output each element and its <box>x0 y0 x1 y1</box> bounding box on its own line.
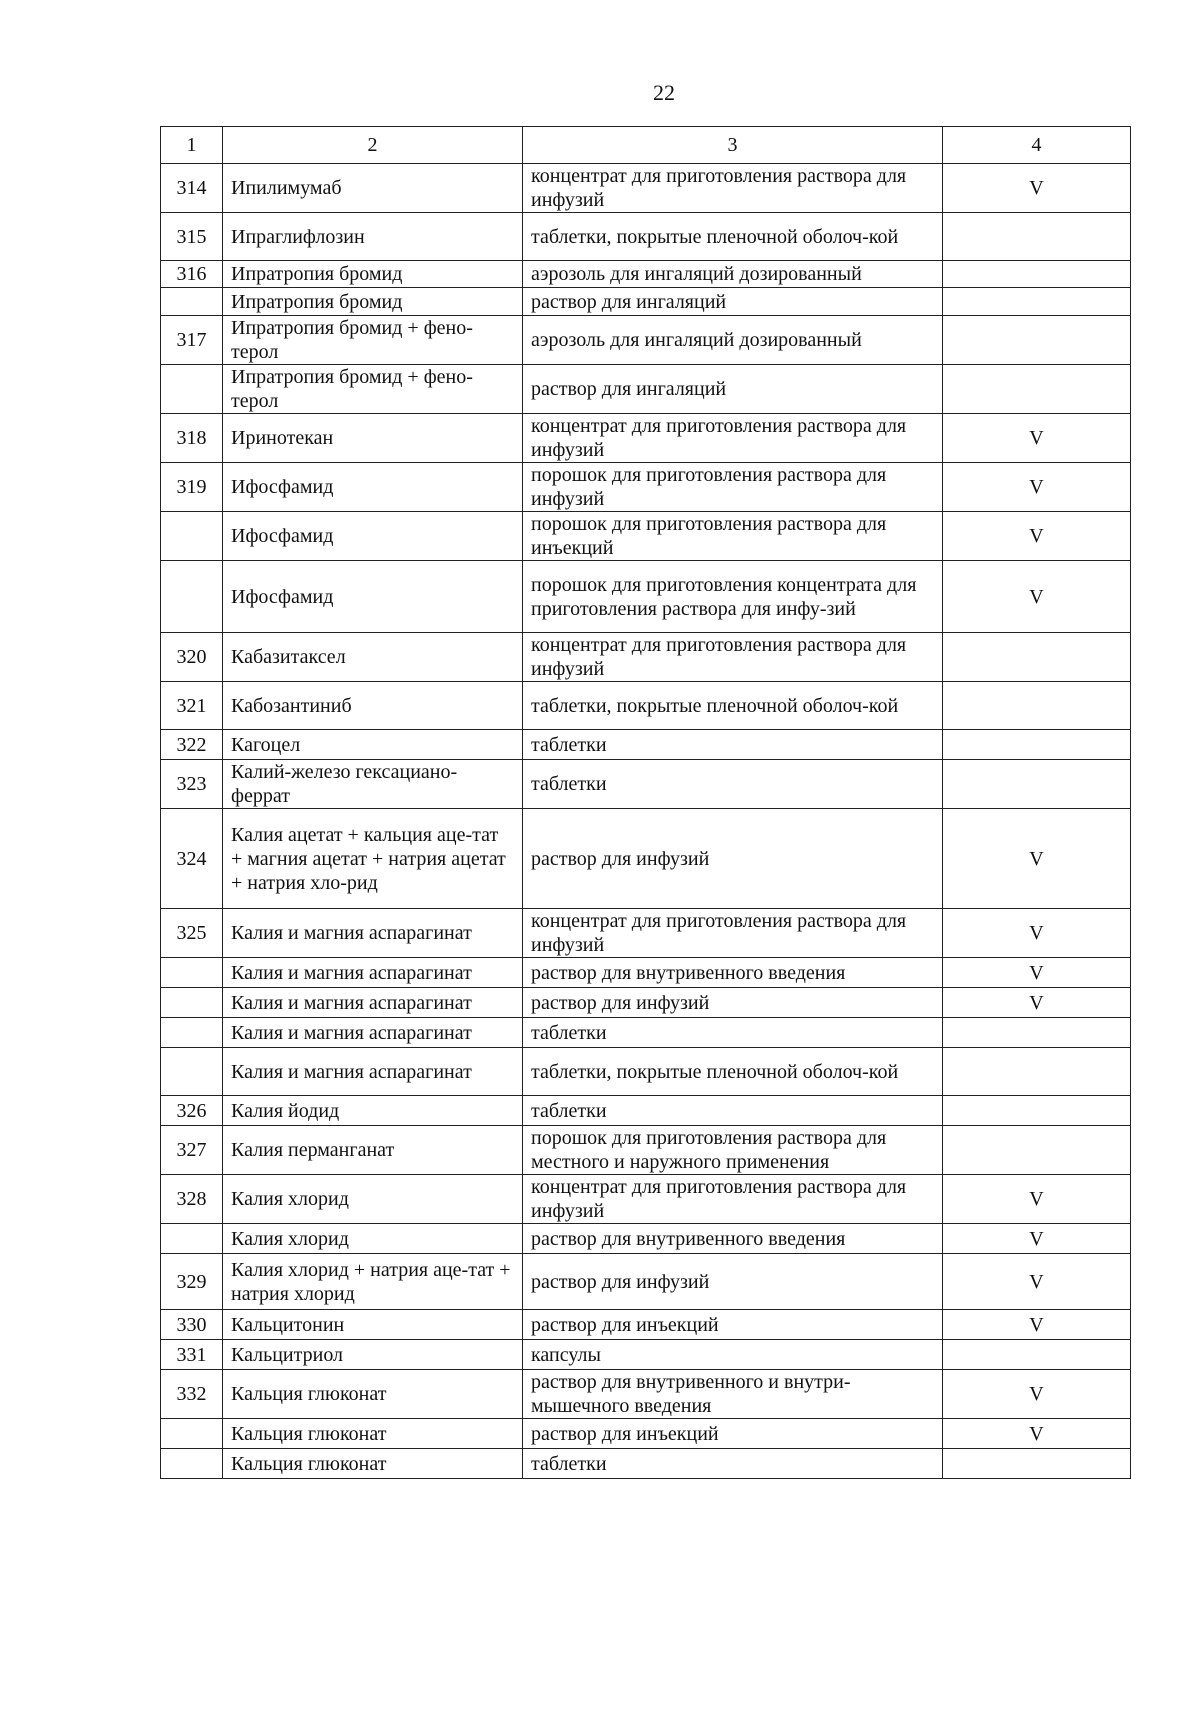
mark-cell <box>943 1048 1131 1096</box>
table-row <box>161 1224 1131 1254</box>
column-header: 3 <box>523 127 943 164</box>
row-number <box>161 1018 223 1048</box>
mark-cell <box>943 365 1131 414</box>
dosage-form: концентрат для приготовления раствора для инфузий <box>523 633 943 682</box>
mark-cell: V <box>943 909 1131 958</box>
mark-cell: V <box>943 512 1131 561</box>
column-header: 4 <box>943 127 1131 164</box>
mark-cell <box>943 288 1131 316</box>
dosage-form: таблетки <box>523 730 943 760</box>
dosage-form: аэрозоль для ингаляций дозированный <box>523 316 943 365</box>
dosage-form: порошок для приготовления раствора для инфузий <box>523 463 943 512</box>
row-number: 319 <box>161 463 223 512</box>
table-row <box>161 730 1131 760</box>
row-number <box>161 512 223 561</box>
table-row <box>161 1449 1131 1479</box>
table-row <box>161 1419 1131 1449</box>
drug-name: Калия йодид <box>223 1096 523 1126</box>
dosage-form: раствор для внутривенного и внутри-мышечного введения <box>523 1370 943 1419</box>
table-row <box>161 1048 1131 1096</box>
row-number <box>161 561 223 633</box>
dosage-form: раствор для внутривенного введения <box>523 958 943 988</box>
table-row <box>161 561 1131 633</box>
mark-cell <box>943 213 1131 261</box>
drug-name: Кальцитриол <box>223 1340 523 1370</box>
drug-name: Калия хлорид <box>223 1224 523 1254</box>
table-row <box>161 414 1131 463</box>
row-number: 331 <box>161 1340 223 1370</box>
dosage-form: раствор для инфузий <box>523 988 943 1018</box>
dosage-form: таблетки <box>523 1449 943 1479</box>
drug-name: Кагоцел <box>223 730 523 760</box>
table-row <box>161 1018 1131 1048</box>
table-row <box>161 1370 1131 1419</box>
row-number <box>161 988 223 1018</box>
mark-cell: V <box>943 809 1131 909</box>
mark-cell: V <box>943 1310 1131 1340</box>
table-row <box>161 633 1131 682</box>
table-row <box>161 365 1131 414</box>
mark-cell: V <box>943 988 1131 1018</box>
dosage-form: таблетки <box>523 1018 943 1048</box>
row-number <box>161 958 223 988</box>
mark-cell <box>943 316 1131 365</box>
dosage-form: порошок для приготовления раствора для инъекций <box>523 512 943 561</box>
drug-name: Кальцитонин <box>223 1310 523 1340</box>
table-row <box>161 1096 1131 1126</box>
row-number <box>161 1449 223 1479</box>
dosage-form: раствор для внутривенного введения <box>523 1224 943 1254</box>
drug-name: Калия ацетат + кальция аце-тат + магния ацетат + натрия ацетат + натрия хло-рид <box>223 809 523 909</box>
mark-cell: V <box>943 1224 1131 1254</box>
drug-table <box>160 126 1131 1479</box>
table-row <box>161 1175 1131 1224</box>
mark-cell: V <box>943 1254 1131 1310</box>
table-row <box>161 809 1131 909</box>
drug-name: Калия и магния аспарагинат <box>223 1018 523 1048</box>
table-row <box>161 682 1131 730</box>
drug-name: Иринотекан <box>223 414 523 463</box>
table-row <box>161 463 1131 512</box>
mark-cell: V <box>943 958 1131 988</box>
table-row <box>161 1254 1131 1310</box>
table-row <box>161 164 1131 213</box>
mark-cell: V <box>943 1370 1131 1419</box>
dosage-form: концентрат для приготовления раствора для инфузий <box>523 1175 943 1224</box>
row-number: 328 <box>161 1175 223 1224</box>
row-number: 321 <box>161 682 223 730</box>
row-number: 323 <box>161 760 223 809</box>
drug-name: Кабазитаксел <box>223 633 523 682</box>
row-number: 315 <box>161 213 223 261</box>
mark-cell: V <box>943 463 1131 512</box>
row-number: 318 <box>161 414 223 463</box>
dosage-form: аэрозоль для ингаляций дозированный <box>523 261 943 288</box>
row-number: 320 <box>161 633 223 682</box>
mark-cell <box>943 1126 1131 1175</box>
table-row <box>161 760 1131 809</box>
row-number: 329 <box>161 1254 223 1310</box>
table-row <box>161 1310 1131 1340</box>
row-number: 316 <box>161 261 223 288</box>
mark-cell <box>943 760 1131 809</box>
dosage-form: порошок для приготовления концентрата для приготовления раствора для инфу-зий <box>523 561 943 633</box>
row-number: 324 <box>161 809 223 909</box>
row-number: 332 <box>161 1370 223 1419</box>
drug-name: Калия хлорид <box>223 1175 523 1224</box>
row-number <box>161 288 223 316</box>
dosage-form: раствор для ингаляций <box>523 365 943 414</box>
drug-name: Кабозантиниб <box>223 682 523 730</box>
mark-cell <box>943 1018 1131 1048</box>
dosage-form: таблетки, покрытые пленочной оболоч-кой <box>523 213 943 261</box>
drug-name: Калий-железо гексациано-феррат <box>223 760 523 809</box>
dosage-form: концентрат для приготовления раствора для инфузий <box>523 909 943 958</box>
drug-name: Ипратропия бромид + фено-терол <box>223 316 523 365</box>
mark-cell <box>943 261 1131 288</box>
mark-cell <box>943 1340 1131 1370</box>
drug-name: Ипраглифлозин <box>223 213 523 261</box>
mark-cell: V <box>943 1419 1131 1449</box>
row-number <box>161 1048 223 1096</box>
dosage-form: концентрат для приготовления раствора для инфузий <box>523 164 943 213</box>
row-number: 327 <box>161 1126 223 1175</box>
page-number: 22 <box>653 80 675 105</box>
mark-cell: V <box>943 1175 1131 1224</box>
drug-name: Калия и магния аспарагинат <box>223 1048 523 1096</box>
mark-cell: V <box>943 414 1131 463</box>
mark-cell <box>943 1096 1131 1126</box>
drug-name: Кальция глюконат <box>223 1449 523 1479</box>
drug-name: Кальция глюконат <box>223 1419 523 1449</box>
table-row <box>161 958 1131 988</box>
drug-name: Калия хлорид + натрия аце-тат + натрия хлорид <box>223 1254 523 1310</box>
mark-cell <box>943 633 1131 682</box>
row-number <box>161 1419 223 1449</box>
mark-cell <box>943 1449 1131 1479</box>
table-row <box>161 288 1131 316</box>
column-header: 2 <box>223 127 523 164</box>
table-row <box>161 261 1131 288</box>
row-number: 322 <box>161 730 223 760</box>
row-number: 325 <box>161 909 223 958</box>
table-row <box>161 1340 1131 1370</box>
dosage-form: капсулы <box>523 1340 943 1370</box>
table-row <box>161 316 1131 365</box>
dosage-form: раствор для инъекций <box>523 1419 943 1449</box>
drug-name: Ипратропия бромид <box>223 261 523 288</box>
table-row <box>161 213 1131 261</box>
table-row <box>161 1126 1131 1175</box>
drug-name: Ипилимумаб <box>223 164 523 213</box>
dosage-form: таблетки <box>523 760 943 809</box>
mark-cell <box>943 682 1131 730</box>
row-number: 317 <box>161 316 223 365</box>
drug-name: Калия и магния аспарагинат <box>223 958 523 988</box>
mark-cell <box>943 730 1131 760</box>
dosage-form: раствор для инъекций <box>523 1310 943 1340</box>
dosage-form: таблетки, покрытые пленочной оболоч-кой <box>523 682 943 730</box>
row-number: 326 <box>161 1096 223 1126</box>
drug-name: Ипратропия бромид <box>223 288 523 316</box>
row-number: 330 <box>161 1310 223 1340</box>
table-row <box>161 988 1131 1018</box>
row-number: 314 <box>161 164 223 213</box>
row-number <box>161 1224 223 1254</box>
dosage-form: концентрат для приготовления раствора для инфузий <box>523 414 943 463</box>
mark-cell: V <box>943 164 1131 213</box>
mark-cell: V <box>943 561 1131 633</box>
dosage-form: раствор для ингаляций <box>523 288 943 316</box>
dosage-form: раствор для инфузий <box>523 1254 943 1310</box>
column-header: 1 <box>161 127 223 164</box>
header-row <box>161 127 1131 164</box>
drug-name: Ифосфамид <box>223 561 523 633</box>
drug-name: Калия и магния аспарагинат <box>223 988 523 1018</box>
dosage-form: раствор для инфузий <box>523 809 943 909</box>
drug-name: Калия и магния аспарагинат <box>223 909 523 958</box>
table-row <box>161 909 1131 958</box>
table-row <box>161 512 1131 561</box>
dosage-form: порошок для приготовления раствора для местного и наружного применения <box>523 1126 943 1175</box>
drug-name: Ифосфамид <box>223 463 523 512</box>
dosage-form: таблетки, покрытые пленочной оболоч-кой <box>523 1048 943 1096</box>
drug-name: Ифосфамид <box>223 512 523 561</box>
drug-name: Калия перманганат <box>223 1126 523 1175</box>
dosage-form: таблетки <box>523 1096 943 1126</box>
row-number <box>161 365 223 414</box>
drug-name: Кальция глюконат <box>223 1370 523 1419</box>
drug-name: Ипратропия бромид + фено-терол <box>223 365 523 414</box>
